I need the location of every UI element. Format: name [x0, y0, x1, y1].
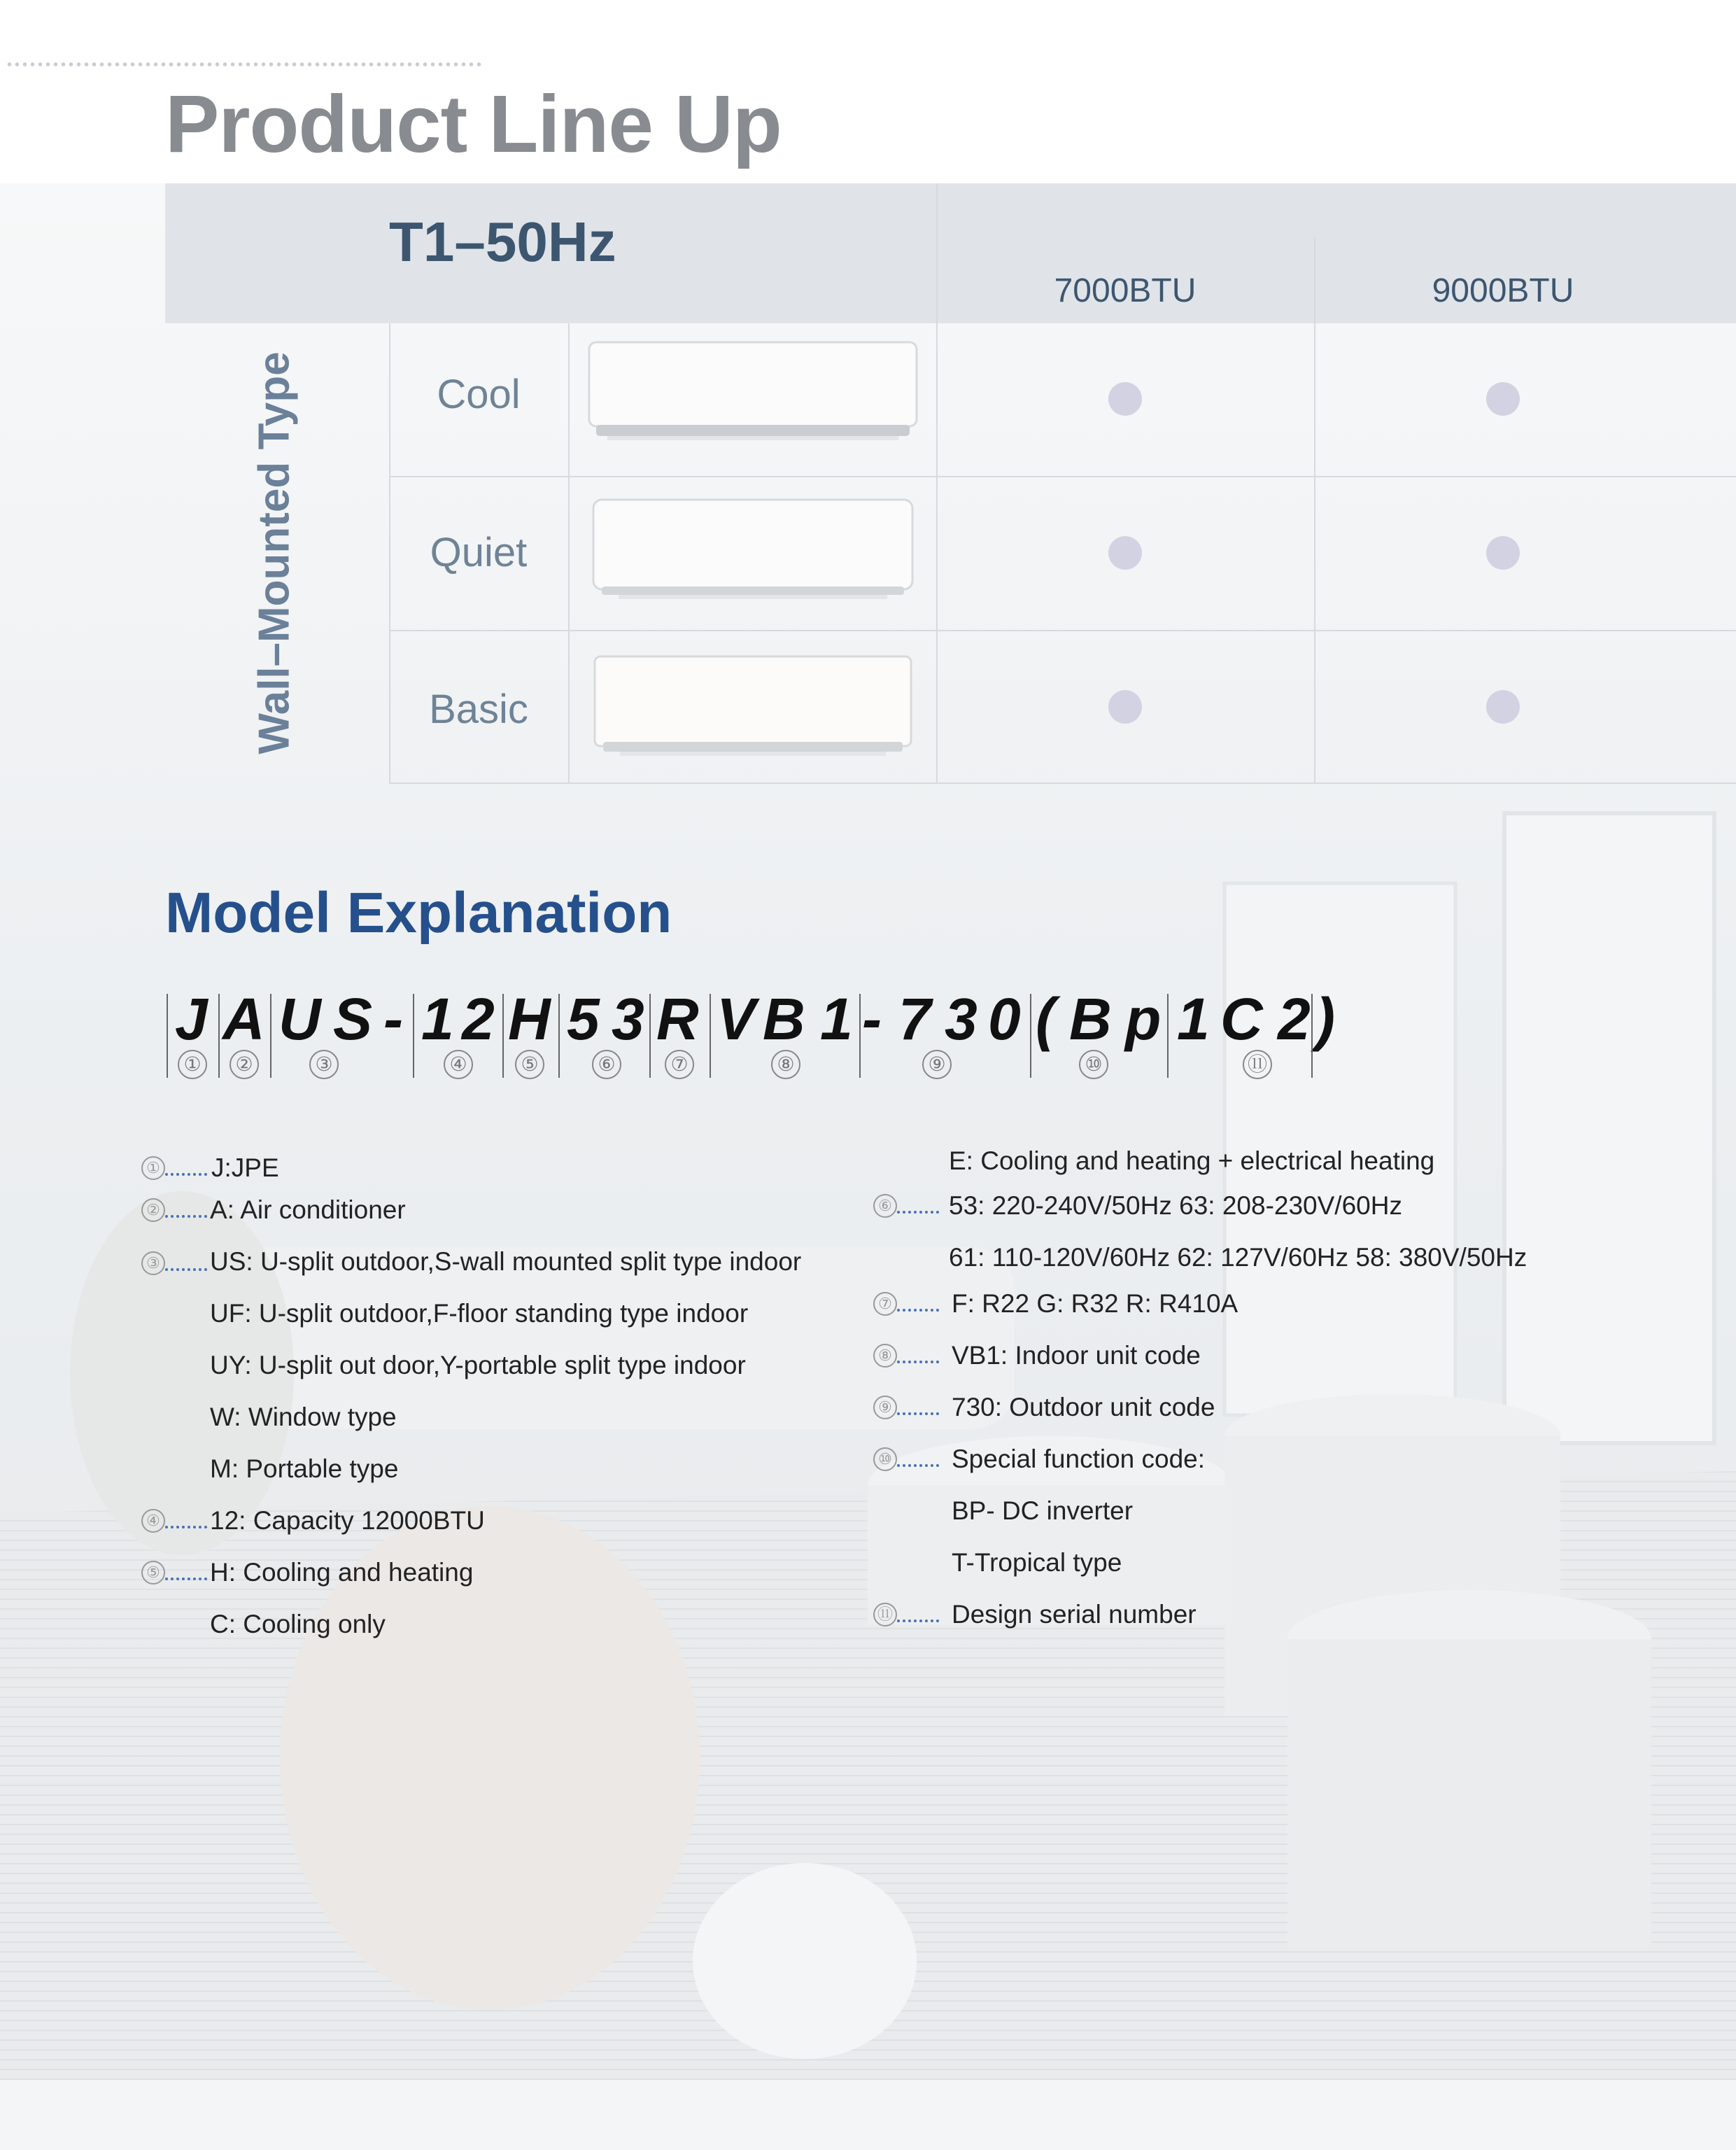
model-code-char: 2: [1278, 986, 1311, 1052]
model-code-char: 1: [1177, 986, 1210, 1052]
segment-number: ⑤: [515, 1050, 544, 1079]
explanation-line: Special function code:: [952, 1445, 1206, 1473]
code-separator: [710, 994, 711, 1078]
availability-dot: [1486, 690, 1520, 724]
table-divider: [568, 323, 570, 784]
page-title: Product Line Up: [165, 78, 782, 169]
explanation-line: BP- DC inverter: [952, 1496, 1134, 1525]
explanation-marker: ⑥: [873, 1194, 897, 1218]
model-code-char: B: [1069, 986, 1112, 1052]
code-separator: [1311, 994, 1313, 1078]
availability-dot: [1108, 690, 1142, 724]
explanation-line: US: U-split outdoor,S-wall mounted split type indoor: [210, 1247, 802, 1276]
explanation-line: T-Tropical type: [952, 1548, 1122, 1577]
model-code-char: 5: [567, 986, 600, 1052]
availability-dot: [1108, 536, 1142, 570]
frequency-label: T1–50Hz: [389, 211, 616, 273]
segment-number: ⑪: [1243, 1050, 1272, 1079]
ac-unit-basic-image: [592, 654, 914, 766]
explanation-line: F: R22 G: R32 R: R410A: [952, 1289, 1239, 1318]
bottom-band: [0, 2080, 1736, 2150]
dotted-leader: [897, 1410, 939, 1415]
model-code-char: 1: [820, 986, 853, 1052]
explanation-line: A: Air conditioner: [210, 1195, 406, 1224]
model-code-char: J: [175, 986, 208, 1052]
dotted-leader: [165, 1170, 207, 1176]
explanation-marker: ⑨: [873, 1396, 897, 1419]
model-code-char: 3: [945, 986, 978, 1052]
table-divider: [389, 476, 1736, 477]
row-label-quiet: Quiet: [430, 530, 528, 575]
code-separator: [1030, 994, 1031, 1078]
segment-number: ⑩: [1079, 1050, 1108, 1079]
explanation-line: UF: U-split outdoor,F-floor standing type indoor: [210, 1299, 749, 1328]
column-header-9000btu: 9000BTU: [1432, 272, 1574, 309]
code-separator: [218, 994, 220, 1078]
segment-number: ④: [444, 1050, 473, 1079]
dotted-leader: [897, 1617, 939, 1622]
explanation-line: 12: Capacity 12000BTU: [210, 1506, 485, 1535]
model-code-char: 2: [462, 986, 495, 1052]
availability-dot: [1486, 536, 1520, 570]
model-explanation-title: Model Explanation: [165, 881, 672, 945]
table-divider: [389, 782, 1736, 784]
explanation-line: UY: U-split out door,Y-portable split type indoor: [210, 1351, 746, 1379]
segment-number: ①: [178, 1050, 207, 1079]
model-code-char: C: [1220, 986, 1263, 1052]
dotted-rule: [6, 62, 481, 67]
model-code-char: 0: [988, 986, 1021, 1052]
segment-number: ⑥: [592, 1050, 621, 1079]
explanation-marker: ⑪: [873, 1603, 897, 1626]
dotted-leader: [165, 1212, 207, 1218]
segment-number: ②: [230, 1050, 259, 1079]
dotted-leader: [897, 1461, 939, 1467]
row-label-basic: Basic: [429, 687, 528, 732]
explanation-marker: ④: [141, 1509, 165, 1533]
explanation-marker: ⑧: [873, 1344, 897, 1368]
dotted-leader: [165, 1265, 207, 1271]
model-code-char: V: [717, 986, 756, 1052]
model-code-char: 3: [612, 986, 644, 1052]
model-code-char: 7: [898, 986, 931, 1052]
model-code-char: R: [656, 986, 699, 1052]
dotted-leader: [897, 1358, 939, 1363]
model-code-char: A: [223, 986, 265, 1052]
explanation-line: 61: 110-120V/60Hz 62: 127V/60Hz 58: 380V/50Hz: [949, 1243, 1527, 1272]
table-divider: [936, 183, 938, 784]
explanation-line: J:JPE: [211, 1153, 279, 1182]
model-code-char: U: [278, 986, 321, 1052]
code-separator: [1167, 994, 1169, 1078]
model-code-char: -: [862, 986, 882, 1052]
availability-dot: [1486, 382, 1520, 416]
dotted-leader: [897, 1208, 939, 1214]
model-code-char: (: [1036, 986, 1055, 1052]
dotted-leader: [165, 1523, 207, 1529]
availability-dot: [1108, 382, 1142, 416]
explanation-line: C: Cooling only: [210, 1610, 386, 1638]
explanation-line: 53: 220-240V/50Hz 63: 208-230V/60Hz: [949, 1191, 1402, 1220]
model-code-char: p: [1125, 986, 1162, 1052]
explanation-line: Design serial number: [952, 1600, 1197, 1629]
model-code-char: ): [1315, 986, 1335, 1052]
model-code-char: 1: [421, 986, 454, 1052]
explanation-line: E: Cooling and heating + electrical heating: [949, 1146, 1435, 1175]
segment-number: ⑧: [771, 1050, 800, 1079]
code-separator: [167, 994, 168, 1078]
explanation-line: 730: Outdoor unit code: [952, 1393, 1215, 1421]
ac-unit-quiet-image: [591, 497, 915, 609]
segment-number: ⑨: [922, 1050, 952, 1079]
model-code-char: H: [508, 986, 551, 1052]
model-code-char: B: [763, 986, 805, 1052]
explanation-line: H: Cooling and heating: [210, 1558, 474, 1587]
table-divider: [389, 630, 1736, 631]
explanation-marker: ③: [141, 1251, 165, 1275]
explanation-marker: ⑩: [873, 1447, 897, 1471]
code-separator: [502, 994, 504, 1078]
row-label-cool: Cool: [437, 372, 521, 417]
segment-number: ③: [309, 1050, 339, 1079]
explanation-line: VB1: Indoor unit code: [952, 1341, 1201, 1370]
segment-number: ⑦: [665, 1050, 694, 1079]
dotted-leader: [897, 1306, 939, 1312]
code-separator: [649, 994, 651, 1078]
explanation-marker: ②: [141, 1198, 165, 1222]
wall-mounted-type-label: Wall–Mounted Type: [250, 351, 299, 754]
code-separator: [270, 994, 271, 1078]
code-separator: [413, 994, 414, 1078]
explanation-marker: ⑦: [873, 1292, 897, 1316]
explanation-line: W: Window type: [210, 1403, 397, 1431]
explanation-marker: ①: [141, 1156, 165, 1180]
dotted-leader: [165, 1575, 207, 1580]
code-separator: [859, 994, 861, 1078]
model-code-char: -: [383, 986, 403, 1052]
code-separator: [558, 994, 560, 1078]
ac-unit-cool-image: [586, 339, 919, 451]
table-divider: [1314, 238, 1315, 784]
column-header-7000btu: 7000BTU: [1054, 272, 1197, 309]
model-code-char: S: [333, 986, 373, 1052]
explanation-line: M: Portable type: [210, 1454, 399, 1483]
explanation-marker: ⑤: [141, 1561, 165, 1585]
